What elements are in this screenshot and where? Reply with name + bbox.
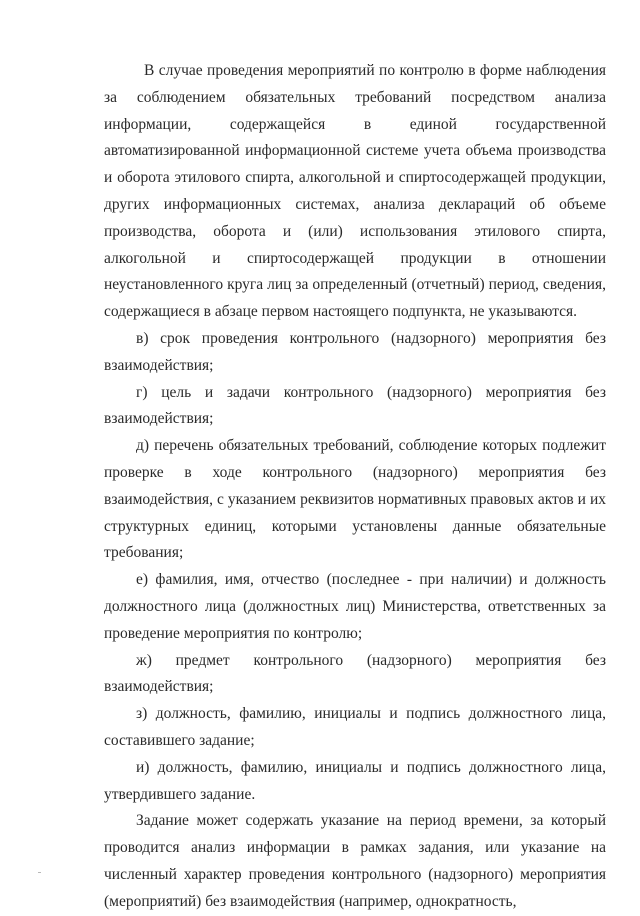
paragraph-item-i: и) должность, фамилию, инициалы и подпись должностного лица, утвердившего задание. (104, 758, 606, 803)
paragraph-item-zh: ж) предмет контрольного (надзорного) мероприятия без взаимодействия; (104, 651, 606, 696)
scan-artifact-mark (38, 872, 41, 873)
paragraph-item-e: е) фамилия, имя, отчество (последнее - при наличии) и должность должностного лица (должностных лиц) Министерства, ответственных за проведение мероприятия по контролю; (104, 571, 606, 642)
paragraph-task-period: Задание может содержать указание на период времени, за который проводится анализ информации в рамках задания, или указание на численный характер проведения контрольного (надзорного) мероприятия (мероприятий) без взаимодействия (например, однократность, (104, 812, 606, 910)
document-page (104, 58, 606, 916)
paragraph-observation-case: В случае проведения мероприятий по контролю в форме наблюдения за соблюдением обязательных требований посредством анализа информации, содержащейся в единой государственной автоматизированной информационной системе учета объема производства и оборота этилового спирта, алкогольной и спиртосодержащей продукции, других информационных системах, анализа деклараций об объеме производства, оборота и (или) использования этилового спирта, алкогольной и спиртосодержащей продукции в отношении неустановленного круга лиц за определенный (отчетный) период, сведения, содержащиеся в абзаце первом настоящего подпункта, не указываются. (104, 62, 606, 321)
paragraph-item-g: г) цель и задачи контрольного (надзорного) мероприятия без взаимодействия; (104, 383, 606, 428)
paragraph-item-z: з) должность, фамилию, инициалы и подпись должностного лица, составившего задание; (104, 705, 606, 749)
paragraph-item-v: в) срок проведения контрольного (надзорного) мероприятия без взаимодействия; (104, 329, 606, 374)
paragraph-item-d: д) перечень обязательных требований, соблюдение которых подлежит проверке в ходе контрольного (надзорного) мероприятия без взаимодействия, с указанием реквизитов нормативных правовых актов и их структурных единиц, которыми установлены данные обязательные требования; (104, 437, 606, 562)
